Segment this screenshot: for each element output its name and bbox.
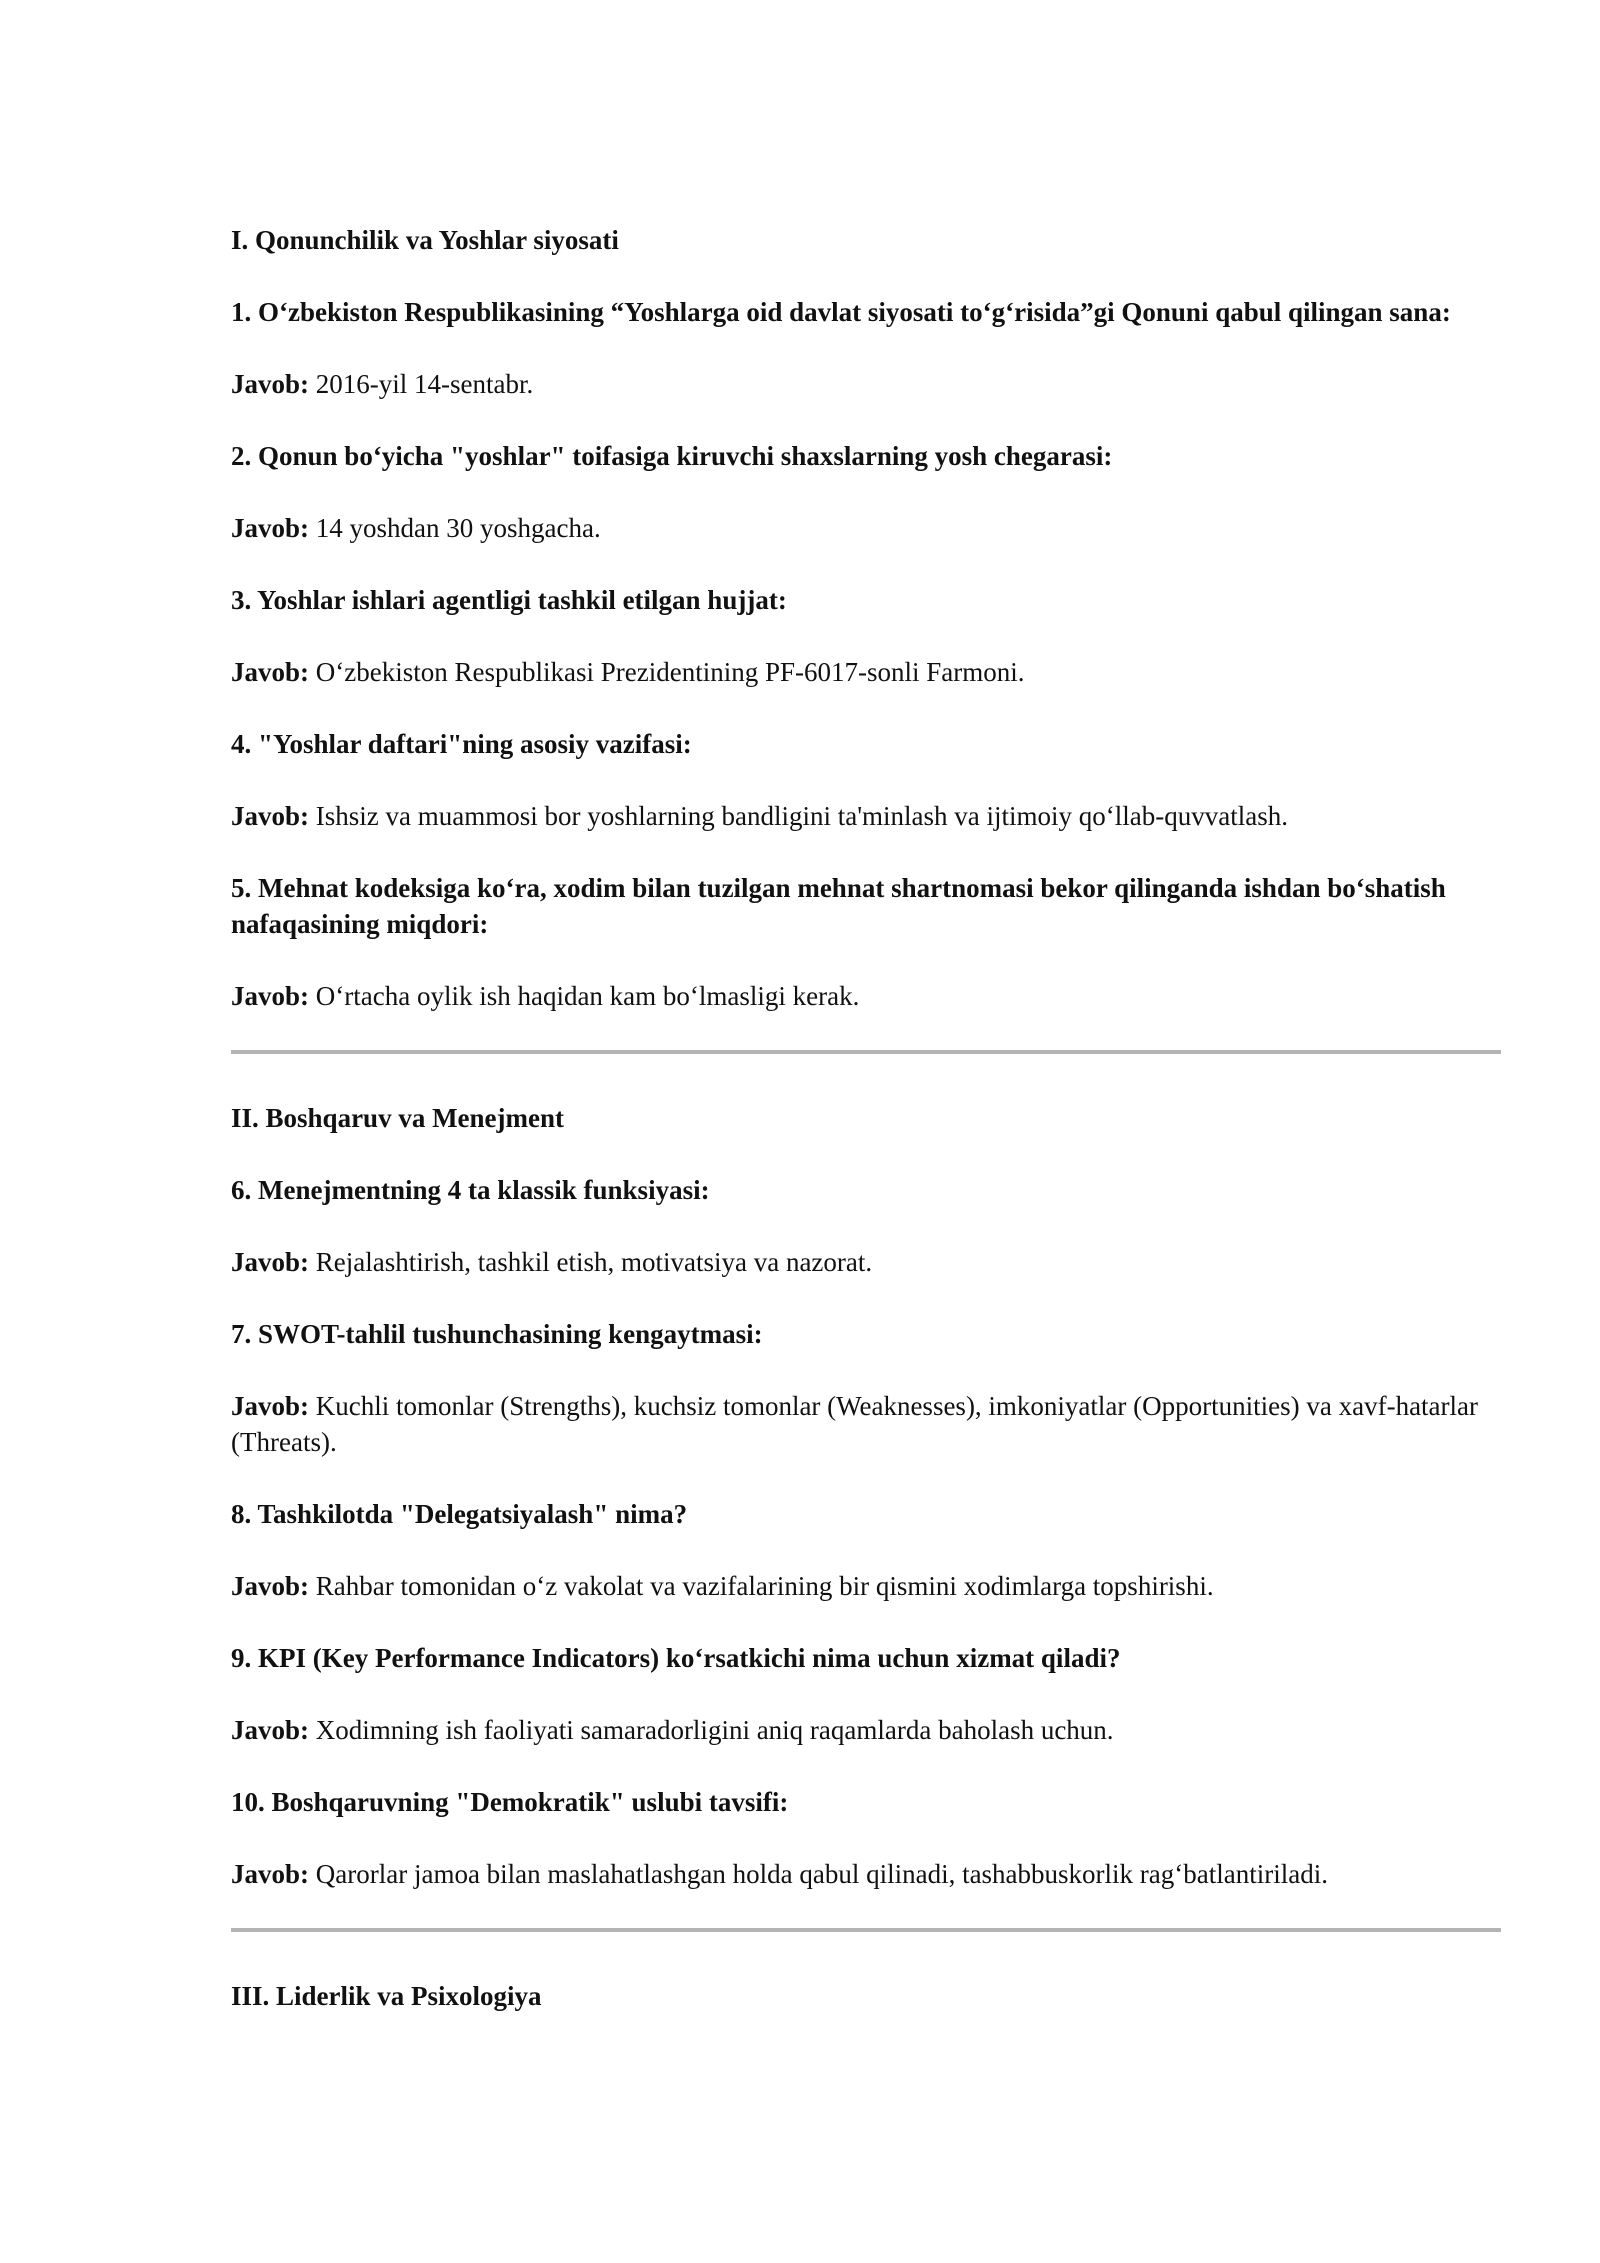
answer <box>231 1856 1501 1892</box>
answer <box>231 1388 1501 1460</box>
question: 1. O‘zbekiston Respublikasining “Yoshlarga oid davlat siyosati to‘g‘risida”gi Qonuni qabul qilingan sana: <box>231 297 1451 327</box>
answer-text: Rejalashtirish, tashkil etish, motivatsiya va nazorat. <box>315 1247 873 1277</box>
question: 9. KPI (Key Performance Indicators) ko‘rsatkichi nima uchun xizmat qiladi? <box>231 1643 1121 1673</box>
question: 6. Menejmentning 4 ta klassik funksiyasi: <box>231 1175 710 1205</box>
question: 4. "Yoshlar daftari"ning asosiy vazifasi: <box>231 729 692 759</box>
answer-label: Javob: <box>231 1715 310 1745</box>
answer-text: Ishsiz va muammosi bor yoshlarning bandligini ta'minlash va ijtimoiy qo‘llab-quvvatlash. <box>315 801 1288 831</box>
question: 3. Yoshlar ishlari agentligi tashkil etilgan hujjat: <box>231 585 787 615</box>
answer-label: Javob: <box>231 1247 310 1277</box>
section-management <box>231 1100 1501 1892</box>
section-title: III. Liderlik va Psixologiya <box>231 1981 542 2011</box>
qa-item <box>231 1316 1501 1460</box>
answer-text: Xodimning ish faoliyati samaradorligini aniq raqamlarda baholash uchun. <box>315 1715 1114 1745</box>
document-page <box>231 222 1501 2050</box>
answer <box>231 1244 1501 1280</box>
section-divider <box>231 1050 1501 1054</box>
answer <box>231 1568 1501 1604</box>
answer <box>231 510 1501 546</box>
answer <box>231 798 1501 834</box>
qa-item <box>231 294 1501 402</box>
answer-label: Javob: <box>231 1859 310 1889</box>
answer-label: Javob: <box>231 657 310 687</box>
answer-label: Javob: <box>231 1391 310 1421</box>
question: 2. Qonun bo‘yicha "yoshlar" toifasiga kiruvchi shaxslarning yosh chegarasi: <box>231 441 1113 471</box>
question: 7. SWOT-tahlil tushunchasining kengaytmasi: <box>231 1319 763 1349</box>
question: 5. Mehnat kodeksiga ko‘ra, xodim bilan tuzilgan mehnat shartnomasi bekor qilinganda ishdan bo‘shatish nafaqasining miqdori: <box>231 873 1446 939</box>
qa-item <box>231 1172 1501 1280</box>
section-title: I. Qonunchilik va Yoshlar siyosati <box>231 225 619 255</box>
answer-text: Qarorlar jamoa bilan maslahatlashgan holda qabul qilinadi, tashabbuskorlik rag‘batlantiriladi. <box>315 1859 1328 1889</box>
qa-item <box>231 438 1501 546</box>
qa-item <box>231 1784 1501 1892</box>
qa-item <box>231 726 1501 834</box>
section-legislation <box>231 222 1501 1014</box>
answer-text: Kuchli tomonlar (Strengths), kuchsiz tomonlar (Weaknesses), imkoniyatlar (Opportunities) va xavf-hatarlar (Threats). <box>231 1391 1479 1457</box>
answer-text: 2016-yil 14-sentabr. <box>315 369 534 399</box>
answer-label: Javob: <box>231 981 310 1011</box>
answer-text: Rahbar tomonidan o‘z vakolat va vazifalarining bir qismini xodimlarga topshirishi. <box>315 1571 1214 1601</box>
section-title: II. Boshqaruv va Menejment <box>231 1103 565 1133</box>
answer-text: O‘rtacha oylik ish haqidan kam bo‘lmasligi kerak. <box>315 981 860 1011</box>
answer-label: Javob: <box>231 513 310 543</box>
answer <box>231 1712 1501 1748</box>
section-leadership <box>231 1978 1501 2014</box>
qa-item <box>231 870 1501 1014</box>
answer <box>231 366 1501 402</box>
answer <box>231 978 1501 1014</box>
section-divider <box>231 1928 1501 1932</box>
qa-item <box>231 1496 1501 1604</box>
question: 8. Tashkilotda "Delegatsiyalash" nima? <box>231 1499 688 1529</box>
answer-text: O‘zbekiston Respublikasi Prezidentining PF-6017-sonli Farmoni. <box>315 657 1025 687</box>
qa-item <box>231 1640 1501 1748</box>
answer-label: Javob: <box>231 369 310 399</box>
answer <box>231 654 1501 690</box>
answer-text: 14 yoshdan 30 yoshgacha. <box>315 513 601 543</box>
answer-label: Javob: <box>231 1571 310 1601</box>
answer-label: Javob: <box>231 801 310 831</box>
question: 10. Boshqaruvning "Demokratik" uslubi tavsifi: <box>231 1787 789 1817</box>
qa-item <box>231 582 1501 690</box>
